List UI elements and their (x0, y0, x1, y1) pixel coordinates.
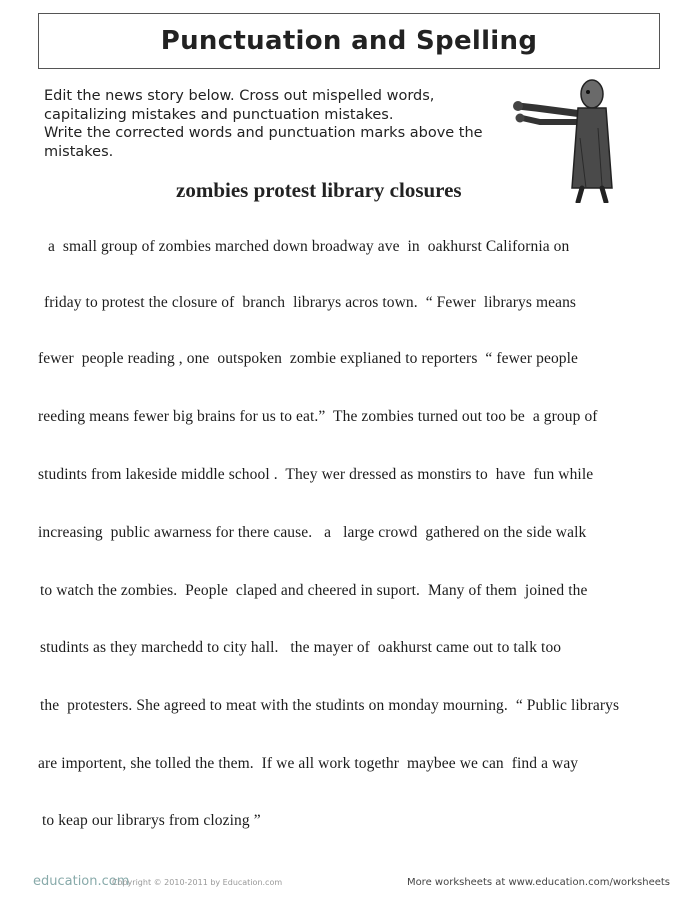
story-line: friday to protest the closure of branch librarys acros town. “ Fewer librarys means (40, 294, 577, 311)
story-title: zombies protest library closures (176, 178, 462, 202)
story-line: to watch the zombies. People claped and cheered in suport. Many of them joined the (36, 582, 588, 599)
story-line: increasing public awarness for there cause. a large crowd gathered on the side walk (38, 524, 587, 541)
story-line: are importent, she tolled the them. If we all work togethr maybee we can find a way (38, 755, 579, 772)
story-line: fewer people reading , one outspoken zombie explianed to reporters “ fewer people (38, 350, 579, 367)
story-line: the protesters. She agreed to meat with the studints on monday mourning. “ Public librarys (36, 697, 620, 714)
footer (0, 872, 700, 896)
story-line: to keap our librarys from clozing ” (38, 812, 261, 829)
copyright-text: Copyright © 2010-2011 by Education.com (112, 878, 283, 887)
story-line: studints from lakeside middle school . They wer dressed as monstirs to have fun while (38, 466, 594, 483)
page-title: Punctuation and Spelling (160, 26, 538, 56)
title-box (38, 13, 660, 69)
story-line: a small group of zombies marched down broadway ave in oakhurst California on (44, 238, 570, 255)
instruction-line: Write the corrected words and punctuation marks above the (44, 125, 483, 141)
story-line: reeding means fewer big brains for us to eat.” The zombies turned out too be a group of (38, 408, 598, 425)
instruction-line: capitalizing mistakes and punctuation mistakes. (44, 106, 394, 123)
more-worksheets-link[interactable]: More worksheets at www.education.com/worksheets (406, 877, 670, 888)
instruction-line: Edit the news story below. Cross out mispelled words, (44, 88, 435, 104)
zombie-illustration (506, 78, 618, 203)
story-line: studints as they marchedd to city hall. the mayer of oakhurst came out to talk too (36, 639, 562, 656)
instructions (44, 87, 514, 161)
education-logo: education.com (33, 874, 130, 889)
instruction-line: mistakes. (44, 143, 114, 160)
